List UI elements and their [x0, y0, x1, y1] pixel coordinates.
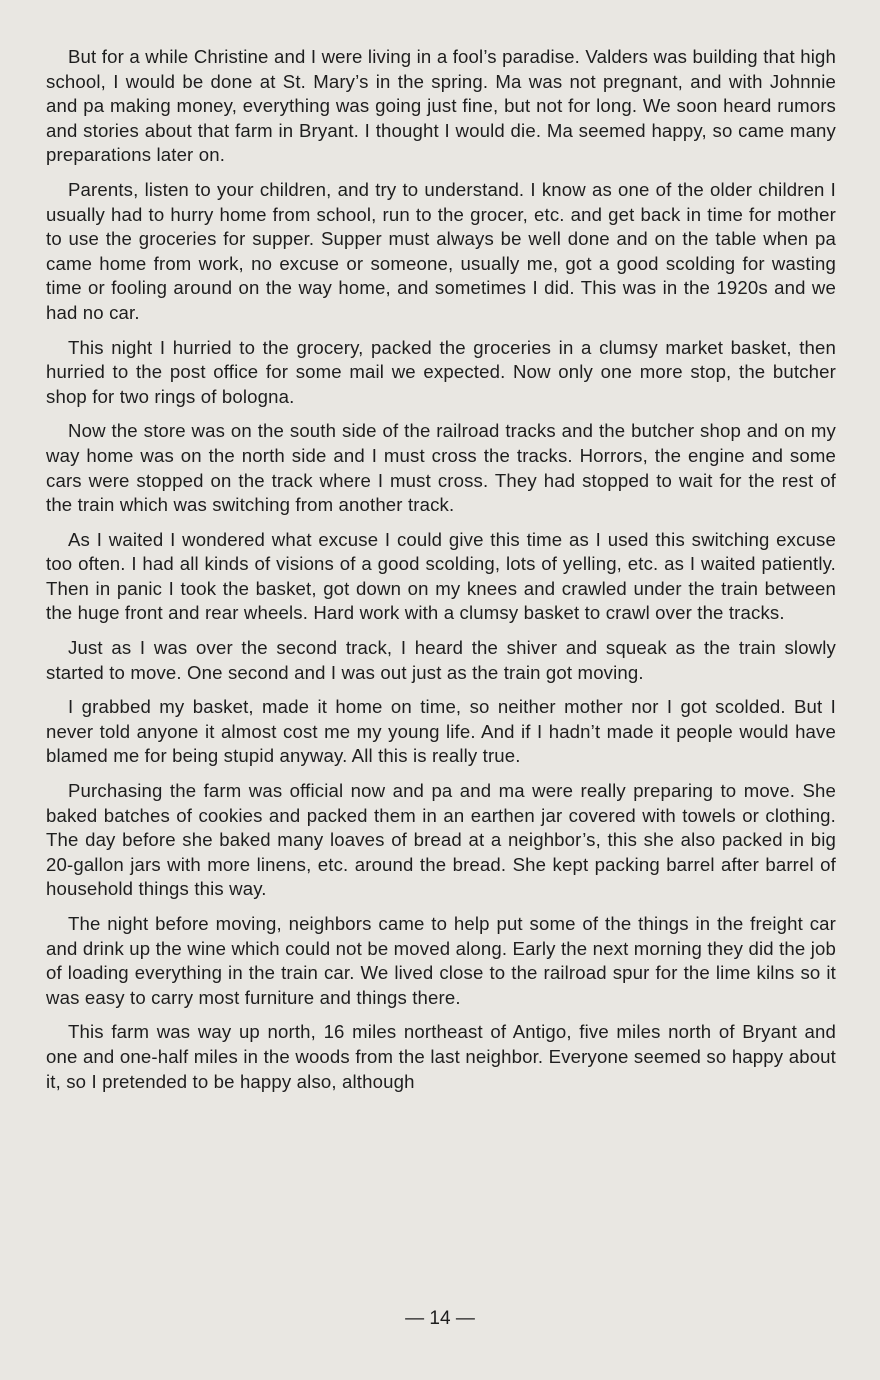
paragraph: Purchasing the farm was official now and pa and ma were really preparing to move. She baked batches of cookies and packed them in an earthen jar covered with towels or clothing. The day before she baked many loaves of bread at a neighbor’s, this she also packed in big 20-gallon jars with more linens, etc. around the bread. She kept packing barrel after barrel of household things this way. [46, 780, 836, 900]
paragraph: I grabbed my basket, made it home on time, so neither mother nor I got scolded. But I never told anyone it almost cost me my young life. And if I hadn’t made it people would have blamed me for being stupid anyway. All this is really true. [46, 696, 836, 767]
paragraph: The night before moving, neighbors came to help put some of the things in the freight car and drink up the wine which could not be moved along. Early the next morning they did the job of loading everything in the train car. We lived close to the railroad spur for the lime kilns so it was easy to carry most furniture and things there. [46, 913, 836, 1008]
paragraph: But for a while Christine and I were living in a fool’s paradise. Valders was building that high school, I would be done at St. Mary’s in the spring. Ma was not pregnant, and with Johnnie and pa making money, everything was going just fine, but not for long. We soon heard rumors and stories about that farm in Bryant. I thought I would die. Ma seemed happy, so came many preparations later on. [46, 46, 836, 166]
paragraph: Now the store was on the south side of the railroad tracks and the butcher shop and on my way home was on the north side and I must cross the tracks. Horrors, the engine and some cars were stopped on the track where I must cross. They had stopped to wait for the rest of the train which was switching from another track. [46, 420, 836, 516]
page-number: — 14 — [405, 1308, 475, 1329]
paragraph: This night I hurried to the grocery, packed the groceries in a clumsy market basket, then hurried to the post office for some mail we expected. Now only one more stop, the butcher shop for two rings of bologna. [46, 336, 836, 407]
page-body [46, 45, 836, 1345]
paragraph: Just as I was over the second track, I heard the shiver and squeak as the train slowly started to move. One second and I was out just as the train got moving. [46, 637, 836, 683]
paragraph: Parents, listen to your children, and try to understand. I know as one of the older children I usually had to hurry home from school, run to the grocer, etc. and get back in time for mother to use the groceries for supper. Supper must always be well done and on the table when pa came home from work, no excuse or someone, usually me, got a good scolding for wasting time or fooling around on the way home, and sometimes I did. This was in the 1920s and we had no car. [46, 178, 836, 323]
paragraph: This farm was way up north, 16 miles northeast of Antigo, five miles north of Bryant and one and one-half miles in the woods from the last neighbor. Everyone seemed so happy about it, so I pretended to be happy also, although [46, 1021, 836, 1092]
paragraph: As I waited I wondered what excuse I could give this time as I used this switching excuse too often. I had all kinds of visions of a good scolding, lots of yelling, etc. as I waited patiently. Then in panic I took the basket, got down on my knees and crawled under the train between the huge front and rear wheels. Hard work with a clumsy basket to crawl over the tracks. [46, 528, 836, 624]
